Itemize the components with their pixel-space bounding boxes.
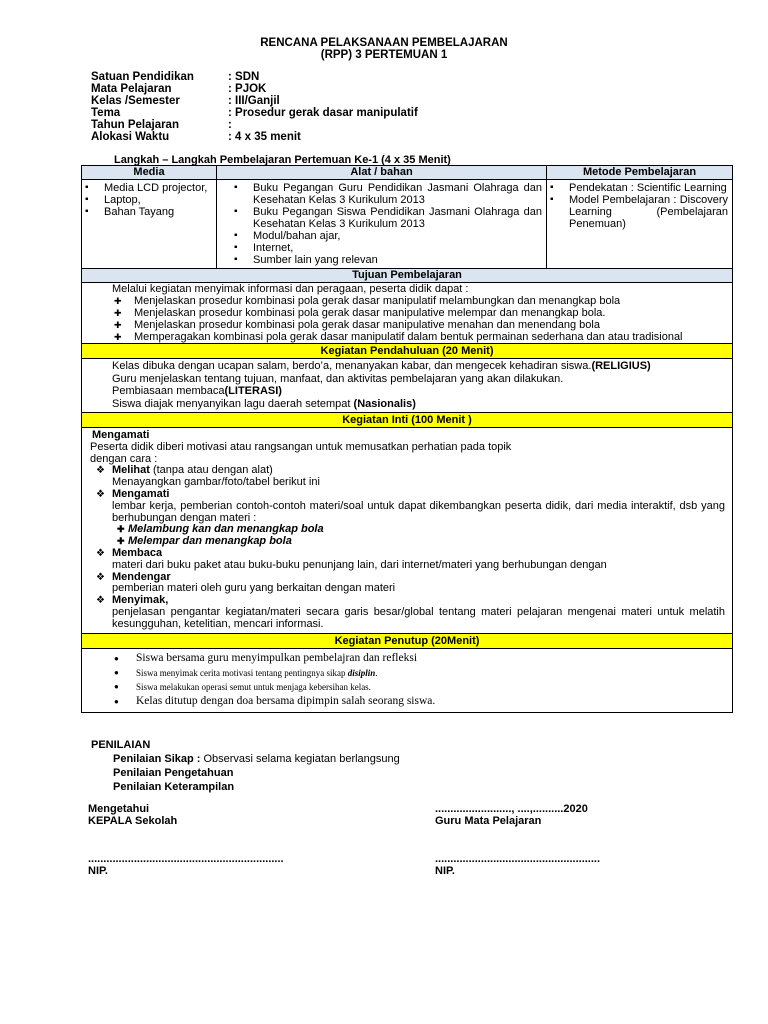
penilaian-block <box>91 738 400 794</box>
text: Observasi selama kegiatan berlangsung <box>200 753 400 765</box>
list-item: ▪ Buku Pegangan Guru Pendidikan Jasmani Olahraga dan Kesehatan Kelas 3 Kurikulum 2013 <box>231 182 542 206</box>
doc-subtitle: (RPP) 3 PERTEMUAN 1 <box>320 49 448 61</box>
list-item: ▪ Modul/bahan ajar, <box>231 230 542 242</box>
value-label: (Nasionalis) <box>353 397 416 410</box>
identity-label: Tema <box>91 107 121 119</box>
mengamati-heading: Mengamati <box>92 429 150 441</box>
identity-value: : III/Ganjil <box>228 95 280 107</box>
identity-label: Mata Pelajaran <box>91 83 172 95</box>
penilaian-item <box>91 752 400 766</box>
value-label: disiplin <box>347 667 376 678</box>
identity-row <box>91 95 418 107</box>
diamond-bullet-icon: ❖ <box>96 595 105 607</box>
media-cell <box>82 180 217 269</box>
pendahuluan-line <box>112 385 726 398</box>
diamond-bullet-icon: ❖ <box>96 488 105 500</box>
tujuan-cell <box>82 283 733 344</box>
header-media: Media <box>82 166 217 180</box>
text: Menyimak, <box>112 594 169 607</box>
list-item: ▪ Buku Pegangan Siswa Pendidikan Jasmani Olahraga dan Kesehatan Kelas 3 Kurikulum 2013 <box>231 206 542 230</box>
identity-value: : SDN <box>228 71 260 83</box>
identity-label: Kelas /Semester <box>91 95 180 107</box>
tujuan-intro: Melalui kegiatan menyimak informasi dan peragaan, peserta didik dapat : <box>112 283 469 295</box>
list-item <box>114 666 726 680</box>
inti-text: materi dari buku paket atau buku-buku penunjang lain, dari internet/materi yang berhubungan dengan <box>112 558 607 571</box>
sub-item: ✚ Melempar dan menangkap bola <box>90 536 725 548</box>
header-alat: Alat / bahan <box>217 166 547 180</box>
pendahuluan-line: Guru menjelaskan tentang tujuan, manfaat, dan aktivitas pembelajaran yang akan dilakukan. <box>112 372 564 385</box>
text: (tanpa atau dengan alat) <box>149 464 273 477</box>
list-item: ▪ Internet, <box>231 242 542 254</box>
text: NIP. <box>435 865 455 877</box>
pendahuluan-line <box>112 360 726 373</box>
identity-label: Tahun Pelajaran <box>91 119 179 131</box>
text: Melihat <box>112 464 150 477</box>
text: Mengamati <box>112 487 170 500</box>
text: Siswa menyimak cerita motivasi tentang pentingnya sikap <box>136 667 348 678</box>
alat-cell <box>217 180 547 269</box>
list-item: ▪ Pendekatan : Scientific Learning <box>547 182 728 194</box>
penilaian-item: Penilaian Keterampilan <box>113 781 235 793</box>
signature-line: ...................................................... <box>435 853 601 865</box>
doc-title: RENCANA PELAKSANAAN PEMBELAJARAN <box>260 37 508 49</box>
penutup-cell <box>82 648 733 712</box>
text: NIP. <box>88 865 108 877</box>
text: Mengetahui <box>88 803 150 815</box>
text: Siswa diajak menyanyikan lagu daerah setempat <box>112 397 354 410</box>
value-label: (RELIGIUS) <box>591 360 651 372</box>
list-item: ▪ Media LCD projector, <box>82 182 213 194</box>
signature-right-nip <box>435 853 600 877</box>
inti-text: pemberian materi oleh guru yang berkaitan dengan materi <box>112 582 396 595</box>
membaca-heading <box>90 548 725 560</box>
text: Membaca <box>112 546 163 559</box>
identity-value: : PJOK <box>228 83 267 95</box>
list-item: ▪ Model Pembelajaran : Discovery Learning (Pembelajaran Penemuan) <box>547 194 728 230</box>
list-item: ▪ Bahan Tayang <box>82 206 213 218</box>
penilaian-title: PENILAIAN <box>91 739 151 751</box>
text: Kelas dibuka dengan ucapan salam, berdo’a, menanyakan kabar, dan mengecek kehadiran siswa. <box>112 360 592 372</box>
list-item: ● Siswa melakukan operasi semut untuk menjaga kebersihan kelas. <box>114 680 726 694</box>
text: Guru Mata Pelajaran <box>435 815 542 827</box>
identity-label: Alokasi Waktu <box>91 131 170 143</box>
text: ........................., ....,..........2020 <box>435 803 588 815</box>
menyimak-heading <box>90 595 725 607</box>
list-item: ● Siswa bersama guru menyimpulkan pembelajran dan refleksi <box>114 651 726 666</box>
diamond-bullet-icon: ❖ <box>96 465 105 477</box>
mendengar-heading <box>90 572 725 584</box>
pendahuluan-line <box>112 398 726 411</box>
inti-text: penjelasan pengantar kegiatan/materi secara garis besar/global tentang materi pelajaran mengenai materi untuk melatih kesungguhan, ketelitian, mencari informasi. <box>112 605 725 630</box>
identity-row <box>91 83 418 95</box>
diamond-bullet-icon: ❖ <box>96 547 105 559</box>
identity-value: : Prosedur gerak dasar manipulatif <box>228 107 418 119</box>
inti-header: Kegiatan Inti (100 Menit ) <box>82 413 733 428</box>
mengamati2-heading <box>90 489 725 501</box>
tujuan-header: Tujuan Pembelajaran <box>82 269 733 283</box>
steps-title: Langkah – Langkah Pembelajaran Pertemuan Ke-1 (4 x 35 Menit) <box>114 154 451 166</box>
inti-text: Peserta didik diberi motivasi atau rangsangan untuk memusatkan perhatian pada topik <box>90 440 512 453</box>
penutup-header: Kegiatan Penutup (20Menit) <box>82 633 733 648</box>
sub-item: ✚ Melambung kan dan menangkap bola <box>90 524 725 536</box>
list-item: ● Kelas ditutup dengan doa bersama dipimpin salah seorang siswa. <box>114 694 726 709</box>
text: . <box>375 667 378 678</box>
identity-value: : <box>228 119 232 131</box>
identity-row <box>91 107 418 119</box>
text: Penilaian Sikap : <box>113 753 201 765</box>
text: Pembiasaan membaca <box>112 385 225 397</box>
inti-cell <box>82 428 733 634</box>
value-label: (LITERASI) <box>224 385 282 397</box>
pendahuluan-header: Kegiatan Pendahuluan (20 Menit) <box>82 344 733 359</box>
text: KEPALA Sekolah <box>88 815 178 827</box>
identity-block <box>91 71 418 143</box>
list-item: ✚ Menjelaskan prosedur kombinasi pola gerak dasar manipulative menahan dan menendang bola <box>112 319 726 331</box>
metode-cell <box>547 180 733 269</box>
list-item: ▪ Laptop, <box>82 194 213 206</box>
inti-text: dengan cara : <box>90 452 158 465</box>
signature-left <box>88 803 177 827</box>
list-item: ✚ Menjelaskan prosedur kombinasi pola gerak dasar manipulatif melambungkan dan menangkap bola <box>112 295 726 307</box>
inti-text: Menayangkan gambar/foto/tabel berikut ini <box>112 476 320 489</box>
signature-right <box>435 803 588 827</box>
identity-value: : 4 x 35 menit <box>228 131 301 143</box>
inti-text: lembar kerja, pemberian contoh-contoh materi/soal untuk dapat dikembangkan peserta didik, dari media interaktif, dsb yang berhubungan dengan materi : <box>112 499 725 524</box>
melihat-heading <box>90 465 725 477</box>
identity-row <box>91 131 418 143</box>
text: Mendengar <box>112 570 171 583</box>
lesson-table <box>81 165 733 713</box>
header-metode: Metode Pembelajaran <box>547 166 733 180</box>
list-item: ▪ Sumber lain yang relevan <box>231 254 542 266</box>
list-item: ✚ Menjelaskan prosedur kombinasi pola gerak dasar manipulative melempar dan menangkap bola. <box>112 307 726 319</box>
pendahuluan-cell <box>82 359 733 413</box>
signature-left-nip <box>88 853 284 877</box>
identity-row <box>91 119 418 131</box>
list-item: ✚ Memperagakan kombinasi pola gerak dasar manipulatif dalam bentuk permainan sederhana dan atau tradisional <box>112 331 726 343</box>
identity-row <box>91 71 418 83</box>
penilaian-item: Penilaian Pengetahuan <box>113 767 234 779</box>
identity-label: Satuan Pendidikan <box>91 71 194 83</box>
signature-line: ................................................................ <box>88 853 284 865</box>
diamond-bullet-icon: ❖ <box>96 571 105 583</box>
